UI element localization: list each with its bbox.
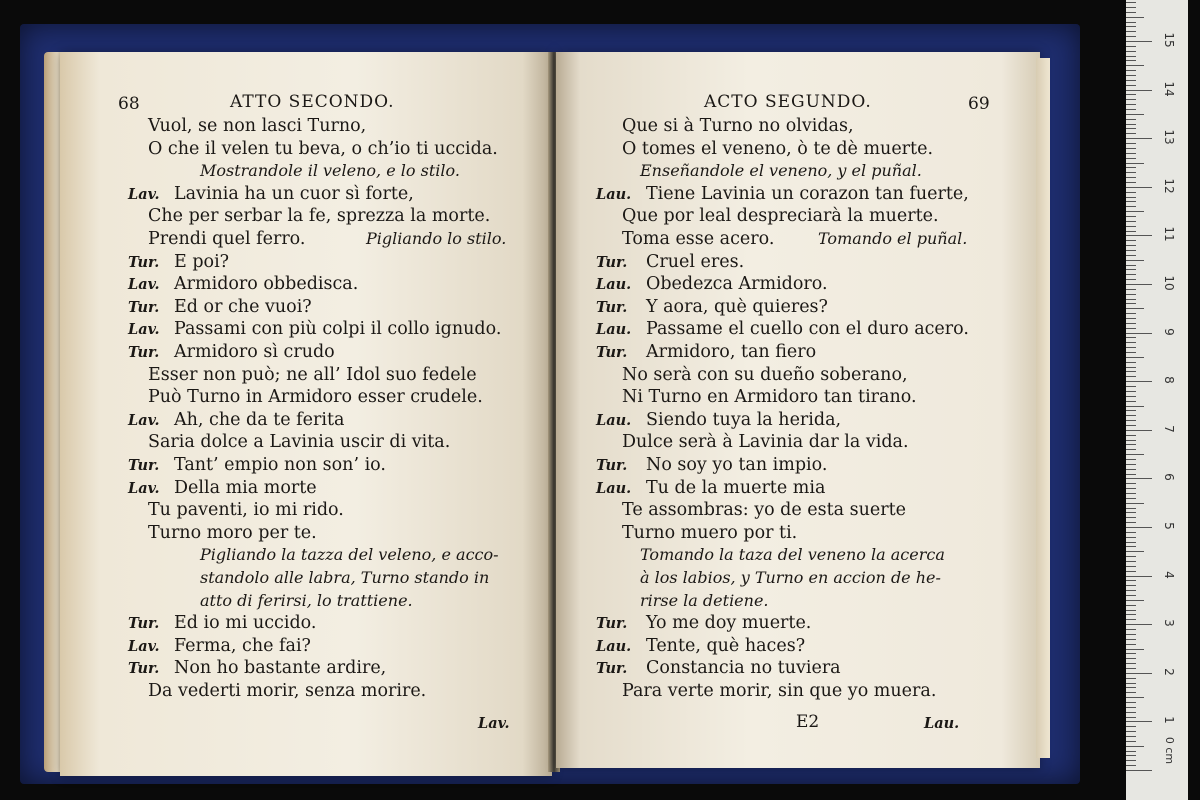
ruler-tick xyxy=(1126,240,1136,241)
verse-line: Può Turno in Armidoro esser crudele. xyxy=(148,387,483,408)
ruler-number: 8 xyxy=(1162,376,1176,384)
ruler-tick xyxy=(1126,425,1136,426)
ruler-tick xyxy=(1126,406,1144,407)
ruler-tick xyxy=(1126,410,1136,411)
verse-line: Constancia no tuviera xyxy=(646,658,841,679)
verse-line: E poi? xyxy=(174,251,230,272)
ruler-tick xyxy=(1126,522,1136,523)
ruler-tick xyxy=(1126,51,1136,52)
speaker-label: Lau. xyxy=(596,276,632,294)
ruler-tick xyxy=(1126,610,1136,611)
verse-line: Vuol, se non lasci Turno, xyxy=(148,116,367,136)
verse-line: O che il velen tu beva, o ch’io ti uccida. xyxy=(148,138,498,159)
ruler-tick xyxy=(1126,532,1136,533)
ruler-tick xyxy=(1126,580,1136,581)
signature-mark: E2 xyxy=(796,711,820,732)
speaker-label: Lav. xyxy=(128,321,160,339)
ruler-tick xyxy=(1126,546,1136,547)
ruler-tick xyxy=(1126,503,1144,504)
stage-direction: atto di ferirsi, lo trattiene. xyxy=(200,590,413,610)
verse-line: O tomes el veneno, ò te dè muerte. xyxy=(622,138,934,159)
ruler-tick xyxy=(1126,31,1136,32)
ruler-tick xyxy=(1126,226,1136,227)
ruler-tick xyxy=(1126,430,1152,431)
verse-line: Que por leal despreciarà la muerte. xyxy=(622,206,939,227)
verse-line: Yo me doy muerte. xyxy=(646,613,812,634)
measuring-ruler xyxy=(1126,0,1188,800)
ruler-tick xyxy=(1126,717,1136,718)
speaker-label: Lau. xyxy=(596,479,632,497)
ruler-number: 13 xyxy=(1162,129,1176,145)
ruler-tick xyxy=(1126,401,1136,402)
ruler-tick xyxy=(1126,488,1136,489)
ruler-number: 4 xyxy=(1162,570,1176,579)
speaker-label: Tur. xyxy=(128,457,160,474)
ruler-tick xyxy=(1126,571,1136,572)
ruler-tick xyxy=(1126,508,1136,509)
ruler-tick xyxy=(1126,158,1136,159)
ruler-tick xyxy=(1126,333,1152,334)
stage-direction: Enseñandole el veneno, y el puñal. xyxy=(640,161,922,181)
ruler-tick xyxy=(1126,323,1136,324)
speaker-label: Lau. xyxy=(596,637,632,655)
ruler-tick xyxy=(1126,313,1136,314)
ruler-tick xyxy=(1126,182,1136,183)
verse-line: Para verte morir, sin que yo muera. xyxy=(622,681,937,701)
ruler-tick xyxy=(1126,692,1136,693)
ruler-tick xyxy=(1126,751,1136,752)
speaker-label: Lav. xyxy=(128,637,160,655)
page-edges-right xyxy=(1036,58,1050,758)
ruler-number: 10 xyxy=(1162,275,1176,291)
verse-line: Della mia morte xyxy=(174,477,317,498)
ruler-tick xyxy=(1126,216,1136,217)
ruler-tick xyxy=(1126,391,1136,392)
ruler-tick xyxy=(1126,731,1136,732)
verse-line: Non ho bastante ardire, xyxy=(174,658,387,679)
ruler-tick xyxy=(1126,415,1136,416)
verse-line: Esser non può; ne all’ Idol suo fedele xyxy=(148,364,477,385)
ruler-tick xyxy=(1126,308,1144,309)
ruler-tick xyxy=(1126,376,1136,377)
ruler-tick xyxy=(1126,721,1152,722)
ruler-tick xyxy=(1126,148,1136,149)
stage-direction: Mostrandole il veleno, e lo stilo. xyxy=(200,161,460,181)
ruler-tick xyxy=(1126,649,1144,650)
ruler-tick xyxy=(1126,133,1136,134)
verse-line: Cruel eres. xyxy=(646,251,745,272)
verse-line: Armidoro obbedisca. xyxy=(174,274,359,295)
verse-line: Ni Turno en Armidoro tan tirano. xyxy=(622,387,917,408)
ruler-tick xyxy=(1126,197,1136,198)
verse-line: Ed io mi uccido. xyxy=(174,613,317,634)
ruler-tick xyxy=(1126,187,1152,188)
ruler-tick xyxy=(1126,736,1136,737)
ruler-tick xyxy=(1126,119,1136,120)
ruler-number: 12 xyxy=(1162,178,1176,194)
ruler-tick xyxy=(1126,231,1136,232)
speaker-label: Lav. xyxy=(128,479,160,497)
ruler-tick xyxy=(1126,94,1136,95)
ruler-tick xyxy=(1126,512,1136,513)
ruler-tick xyxy=(1126,420,1136,421)
ruler-tick xyxy=(1126,566,1136,567)
catchword: Lau. xyxy=(924,714,960,732)
ruler-tick xyxy=(1126,143,1136,144)
ruler-tick xyxy=(1126,192,1136,193)
page-number: 69 xyxy=(968,94,990,114)
ruler-tick xyxy=(1126,303,1136,304)
ruler-tick xyxy=(1126,26,1136,27)
verse-line: Y aora, què quieres? xyxy=(646,296,828,317)
ruler-tick xyxy=(1126,65,1144,66)
ruler-number: 9 xyxy=(1162,327,1176,336)
ruler-number: 7 xyxy=(1162,424,1176,433)
speaker-label: Lav. xyxy=(128,276,160,294)
ruler-tick xyxy=(1126,46,1136,47)
left-page xyxy=(60,52,552,776)
ruler-tick xyxy=(1126,362,1136,363)
verse-line: Ed or che vuoi? xyxy=(174,296,312,317)
speaker-label: Tur. xyxy=(128,615,160,633)
ruler-tick xyxy=(1126,70,1136,71)
ruler-number: 11 xyxy=(1162,226,1176,243)
verse-line: No serà con su dueño soberano, xyxy=(622,364,908,385)
ruler-number: 6 xyxy=(1162,473,1176,482)
verse-line: Obedezca Armidoro. xyxy=(646,274,828,295)
ruler-tick xyxy=(1126,493,1136,494)
ruler-tick xyxy=(1126,2,1136,3)
verse-line: Tiene Lavinia un corazon tan fuerte, xyxy=(646,183,969,204)
ruler-tick xyxy=(1126,561,1136,562)
ruler-tick xyxy=(1126,537,1136,538)
ruler-tick xyxy=(1126,85,1136,86)
ruler-tick xyxy=(1126,653,1136,654)
ruler-tick xyxy=(1126,619,1136,620)
ruler-tick xyxy=(1126,663,1136,664)
ruler-tick xyxy=(1126,444,1136,445)
ruler-tick xyxy=(1126,342,1136,343)
ruler-tick xyxy=(1126,104,1136,105)
ruler-tick xyxy=(1126,542,1136,543)
ruler-tick xyxy=(1126,56,1136,57)
speaker-label: Lau. xyxy=(596,321,632,339)
ruler-tick xyxy=(1126,269,1136,270)
verse-line: No soy yo tan impio. xyxy=(646,455,828,475)
ruler-tick xyxy=(1126,299,1136,300)
ruler-tick xyxy=(1126,318,1136,319)
ruler-number: 2 xyxy=(1162,667,1176,676)
ruler-tick xyxy=(1126,634,1136,635)
stage-direction: standolo alle labra, Turno stando in xyxy=(200,568,490,587)
ruler-tick xyxy=(1126,328,1136,329)
catchword: Lav. xyxy=(478,714,510,732)
verse-line: Saria dolce a Lavinia uscir di vita. xyxy=(148,432,451,453)
ruler-tick xyxy=(1126,90,1152,91)
ruler-tick xyxy=(1126,697,1144,698)
ruler-tick xyxy=(1126,22,1136,23)
ruler-tick xyxy=(1126,454,1144,455)
ruler-tick xyxy=(1126,755,1136,756)
ruler-tick xyxy=(1126,464,1136,465)
ruler-tick xyxy=(1126,668,1136,669)
speaker-label: Lau. xyxy=(596,185,632,203)
ruler-tick xyxy=(1126,707,1136,708)
speaker-label: Tur. xyxy=(596,298,628,316)
ruler-tick xyxy=(1126,483,1136,484)
verse-line: Turno muero por ti. xyxy=(622,522,798,543)
ruler-tick xyxy=(1126,177,1136,178)
ruler-tick xyxy=(1126,551,1144,552)
running-header: ACTO SEGUNDO. xyxy=(704,92,872,112)
speaker-label: Tur. xyxy=(596,615,628,633)
verse-line: Ferma, che fai? xyxy=(174,635,311,656)
ruler-tick xyxy=(1126,17,1144,18)
ruler-tick xyxy=(1126,255,1136,256)
ruler-tick xyxy=(1126,678,1136,679)
ruler-tick xyxy=(1126,128,1136,129)
ruler-tick xyxy=(1126,41,1152,42)
verse-line: Lavinia ha un cuor sì forte, xyxy=(174,183,414,204)
verse-line: Che per serbar la fe, sprezza la morte. xyxy=(148,206,491,227)
ruler-tick xyxy=(1126,60,1136,61)
ruler-tick xyxy=(1126,624,1152,625)
ruler-tick xyxy=(1126,556,1136,557)
stage-direction: Tomando la taza del veneno la acerca xyxy=(640,545,945,565)
verse-line: Da vederti morir, senza morire. xyxy=(148,681,427,701)
speaker-label: Lav. xyxy=(128,185,160,203)
ruler-tick xyxy=(1126,440,1136,441)
ruler-tick xyxy=(1126,367,1136,368)
ruler-tick xyxy=(1126,386,1136,387)
ruler-tick xyxy=(1126,741,1136,742)
verse-line: Prendi quel ferro. xyxy=(148,229,306,249)
verse-line: Siendo tuya la herida, xyxy=(646,409,842,430)
ruler-tick xyxy=(1126,167,1136,168)
ruler-tick xyxy=(1126,435,1136,436)
ruler-tick xyxy=(1126,585,1136,586)
ruler-tick xyxy=(1126,614,1136,615)
ruler-tick xyxy=(1126,347,1136,348)
ruler-tick xyxy=(1126,658,1136,659)
stage-direction: Pigliando la tazza del veleno, e acco- xyxy=(200,545,499,565)
speaker-label: Lau. xyxy=(596,411,632,429)
verse-line: Armidoro sì crudo xyxy=(174,342,335,362)
ruler-tick xyxy=(1126,138,1152,139)
verse-line: Tant’ empio non son’ io. xyxy=(174,455,386,475)
ruler-tick xyxy=(1126,396,1136,397)
ruler-tick xyxy=(1126,770,1152,771)
verse-line: Passami con più colpi il collo ignudo. xyxy=(174,319,502,340)
stage-direction: rirse la detiene. xyxy=(640,590,769,610)
ruler-tick xyxy=(1126,576,1152,577)
ruler-tick xyxy=(1126,590,1136,591)
ruler-tick xyxy=(1126,639,1136,640)
ruler-tick xyxy=(1126,163,1144,164)
ruler-tick xyxy=(1126,211,1144,212)
verse-line: Armidoro, tan fiero xyxy=(646,342,817,362)
verse-line: Turno moro per te. xyxy=(148,522,317,543)
ruler-tick xyxy=(1126,109,1136,110)
ruler-tick xyxy=(1126,172,1136,173)
ruler-tick xyxy=(1126,765,1136,766)
ruler-tick xyxy=(1126,459,1136,460)
ruler-number: 3 xyxy=(1162,619,1176,627)
ruler-tick xyxy=(1126,274,1136,275)
ruler-tick xyxy=(1126,124,1136,125)
ruler-tick xyxy=(1126,114,1144,115)
verse-line: Tu paventi, io mi rido. xyxy=(148,500,344,521)
ruler-tick xyxy=(1126,673,1152,674)
verse-line: Tu de la muerte mia xyxy=(646,477,826,498)
stage-direction: Tomando el puñal. xyxy=(818,229,968,248)
ruler-number: 5 xyxy=(1162,522,1176,530)
ruler-tick xyxy=(1126,99,1136,100)
ruler-tick xyxy=(1126,449,1136,450)
ruler-tick xyxy=(1126,294,1136,295)
speaker-label: Tur. xyxy=(128,344,160,361)
ruler-tick xyxy=(1126,221,1136,222)
verse-line: Dulce serà à Lavinia dar la vida. xyxy=(622,432,909,453)
speaker-label: Lav. xyxy=(128,411,160,429)
ruler-tick xyxy=(1126,153,1136,154)
ruler-tick xyxy=(1126,726,1136,727)
ruler-tick xyxy=(1126,265,1136,266)
verse-line: Toma esse acero. xyxy=(622,229,775,249)
ruler-tick xyxy=(1126,381,1152,382)
ruler-tick xyxy=(1126,478,1152,479)
ruler-tick xyxy=(1126,469,1136,470)
ruler-tick xyxy=(1126,600,1144,601)
ruler-tick xyxy=(1126,629,1136,630)
ruler-tick xyxy=(1126,80,1136,81)
speaker-label: Tur. xyxy=(596,457,628,474)
ruler-tick xyxy=(1126,250,1136,251)
ruler-tick xyxy=(1126,206,1136,207)
ruler-tick xyxy=(1126,605,1136,606)
ruler-tick xyxy=(1126,289,1136,290)
speaker-label: Tur. xyxy=(128,660,160,678)
ruler-number: 0 cm xyxy=(1163,736,1177,765)
ruler-number: 15 xyxy=(1162,32,1176,48)
ruler-tick xyxy=(1126,7,1136,8)
ruler-tick xyxy=(1126,527,1152,528)
ruler-tick xyxy=(1126,702,1136,703)
ruler-tick xyxy=(1126,12,1136,13)
stage-direction: à los labios, y Turno en accion de he- xyxy=(640,568,941,587)
ruler-tick xyxy=(1126,644,1136,645)
ruler-tick xyxy=(1126,245,1136,246)
speaker-label: Tur. xyxy=(128,253,160,271)
ruler-tick xyxy=(1126,357,1144,358)
stage-direction: Pigliando lo stilo. xyxy=(366,229,507,248)
running-header: ATTO SECONDO. xyxy=(230,92,395,112)
ruler-tick xyxy=(1126,683,1136,684)
ruler-tick xyxy=(1126,712,1136,713)
ruler-tick xyxy=(1126,284,1152,285)
ruler-number: 1 xyxy=(1162,716,1176,725)
ruler-tick xyxy=(1126,352,1136,353)
ruler-tick xyxy=(1126,517,1136,518)
verse-line: Ah, che da te ferita xyxy=(174,409,345,430)
verse-line: Tente, què haces? xyxy=(646,635,806,656)
ruler-tick xyxy=(1126,474,1136,475)
speaker-label: Tur. xyxy=(128,298,160,316)
ruler-tick xyxy=(1126,75,1136,76)
ruler-tick xyxy=(1126,498,1136,499)
right-page xyxy=(556,52,1040,768)
ruler-tick xyxy=(1126,760,1136,761)
page-number: 68 xyxy=(118,94,140,114)
ruler-tick xyxy=(1126,595,1136,596)
ruler-tick xyxy=(1126,235,1152,236)
ruler-tick xyxy=(1126,260,1144,261)
ruler-tick xyxy=(1126,371,1136,372)
speaker-label: Tur. xyxy=(596,660,628,678)
verse-line: Que si à Turno no olvidas, xyxy=(622,116,854,136)
ruler-tick xyxy=(1126,746,1144,747)
verse-line: Passame el cuello con el duro acero. xyxy=(646,319,969,340)
speaker-label: Tur. xyxy=(596,344,628,361)
ruler-tick xyxy=(1126,337,1136,338)
ruler-number: 14 xyxy=(1162,80,1176,97)
ruler-tick xyxy=(1126,687,1136,688)
ruler-tick xyxy=(1126,279,1136,280)
ruler-tick xyxy=(1126,201,1136,202)
ruler-tick xyxy=(1126,36,1136,37)
verse-line: Te assombras: yo de esta suerte xyxy=(622,500,907,521)
speaker-label: Tur. xyxy=(596,253,628,271)
